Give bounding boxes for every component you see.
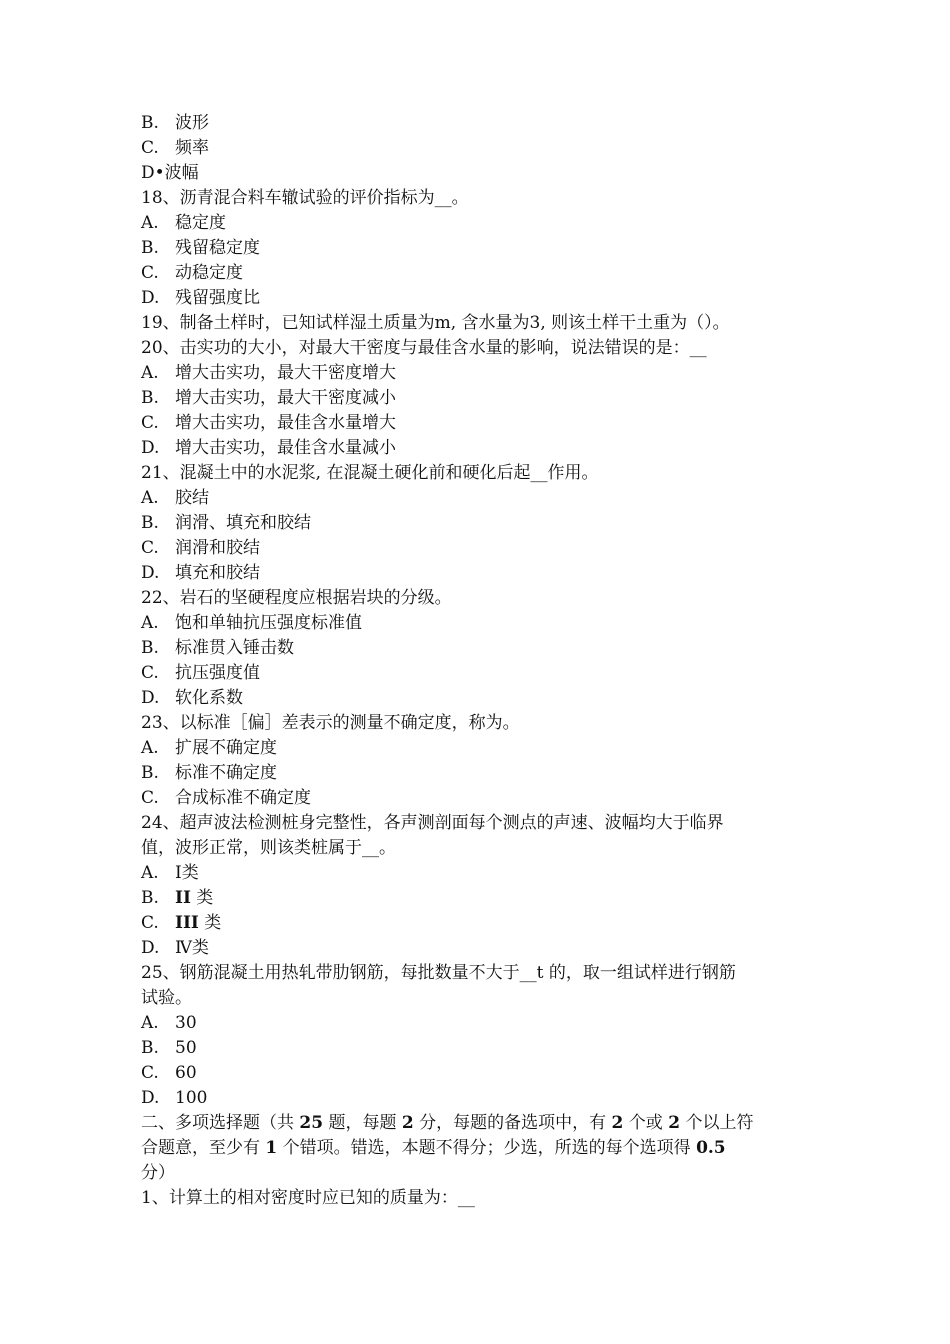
option-letter: A. (141, 363, 159, 383)
answer-option (141, 1061, 816, 1086)
option-letter: D. (141, 938, 160, 958)
option-text: 30 (175, 1013, 197, 1033)
option-text: Ⅳ类 (175, 938, 209, 958)
option-text: 润滑和胶结 (175, 538, 260, 558)
question-text: 1、计算土的相对密度时应已知的质量为：__ (141, 1188, 475, 1208)
answer-option (141, 211, 816, 236)
option-text: 频率 (175, 138, 209, 158)
answer-option (141, 661, 816, 686)
option-letter: D. (141, 688, 160, 708)
option-letter: B. (141, 638, 159, 658)
option-letter: C. (141, 263, 159, 283)
answer-option (141, 436, 816, 461)
option-text: 软化系数 (175, 688, 243, 708)
option-letter: C. (141, 538, 159, 558)
option-text: 合成标准不确定度 (175, 788, 311, 808)
option-letter: A. (141, 613, 159, 633)
section-heading-line-1: 二、多项选择题（共 25 题，每题 2 分，每题的备选项中，有 2 个或 2 个以上符 (141, 1113, 754, 1133)
question-text: 22、岩石的坚硬程度应根据岩块的分级。 (141, 588, 452, 608)
option-bold-text: II (175, 888, 191, 908)
answer-option (141, 786, 816, 811)
option-text: 饱和单轴抗压强度标准值 (175, 613, 362, 633)
option-letter: A. (141, 488, 159, 508)
option-text: 抗压强度值 (175, 663, 260, 683)
question-text: 21、混凝土中的水泥浆, 在混凝土硬化前和硬化后起__作用。 (141, 463, 599, 483)
option-text: Ⅰ类 (175, 863, 199, 883)
option-text: 增大击实功，最佳含水量增大 (175, 413, 396, 433)
answer-option (141, 386, 816, 411)
answer-option: D•波幅 (141, 163, 199, 183)
option-text: 标准不确定度 (175, 763, 277, 783)
answer-option (141, 361, 816, 386)
option-letter: B. (141, 513, 159, 533)
option-text: 胶结 (175, 488, 209, 508)
option-letter: D. (141, 563, 160, 583)
answer-option (141, 686, 816, 711)
section-heading-line-3: 分） (141, 1163, 175, 1183)
option-text: 扩展不确定度 (175, 738, 277, 758)
answer-option (141, 611, 816, 636)
option-letter: D. (141, 1088, 160, 1108)
option-letter: B. (141, 238, 159, 258)
option-text: 填充和胶结 (175, 563, 260, 583)
option-letter: A. (141, 213, 159, 233)
answer-option (141, 1086, 816, 1111)
section-heading-line-2: 合题意，至少有 1 个错项。错选，本题不得分；少选，所选的每个选项得 0.5 (141, 1138, 726, 1158)
question-text: 23、以标准［偏］差表示的测量不确定度，称为。 (141, 713, 520, 733)
option-text: 类 (198, 913, 222, 933)
answer-option (141, 736, 816, 761)
option-text: 润滑、填充和胶结 (175, 513, 311, 533)
answer-option (141, 136, 816, 161)
option-letter: A. (141, 1013, 159, 1033)
option-text: 增大击实功，最大干密度减小 (175, 388, 396, 408)
option-bold-text: III (175, 913, 199, 933)
option-letter: C. (141, 913, 159, 933)
question-text: 25、钢筋混凝土用热轧带肋钢筋，每批数量不大于__t 的，取一组试样进行钢筋 (141, 963, 736, 983)
option-letter: B. (141, 388, 159, 408)
option-letter: C. (141, 663, 159, 683)
answer-option (141, 261, 816, 286)
option-letter: C. (141, 1063, 159, 1083)
option-letter: A. (141, 738, 159, 758)
answer-option (141, 286, 816, 311)
answer-option (141, 236, 816, 261)
answer-option (141, 486, 816, 511)
option-text: 动稳定度 (175, 263, 243, 283)
answer-option (141, 111, 816, 136)
option-text: 100 (175, 1088, 208, 1108)
option-letter: B. (141, 763, 159, 783)
document-page (141, 111, 816, 1211)
option-letter: B. (141, 888, 159, 908)
answer-option (141, 936, 816, 961)
option-text: 类 (190, 888, 214, 908)
option-text: 50 (175, 1038, 197, 1058)
question-text: 18、沥青混合料车辙试验的评价指标为__。 (141, 188, 469, 208)
option-text: 残留强度比 (175, 288, 260, 308)
answer-option (141, 511, 816, 536)
option-text: 增大击实功，最大干密度增大 (175, 363, 396, 383)
option-letter: C. (141, 788, 159, 808)
option-letter: D. (141, 438, 160, 458)
question-text: 24、超声波法检测桩身完整性，各声测剖面每个测点的声速、波幅均大于临界 (141, 813, 724, 833)
answer-option (141, 861, 816, 886)
answer-option (141, 886, 816, 911)
answer-option (141, 561, 816, 586)
answer-option (141, 411, 816, 436)
option-letter: B. (141, 113, 159, 133)
option-text: 标准贯入锤击数 (175, 638, 294, 658)
option-letter: C. (141, 138, 159, 158)
question-list (141, 111, 816, 1111)
answer-option (141, 911, 816, 936)
option-text: 残留稳定度 (175, 238, 260, 258)
question-text: 20、击实功的大小，对最大干密度与最佳含水量的影响，说法错误的是：__ (141, 338, 707, 358)
option-letter: B. (141, 1038, 159, 1058)
option-text: 增大击实功，最佳含水量减小 (175, 438, 396, 458)
option-text: 稳定度 (175, 213, 226, 233)
option-text: 波形 (175, 113, 209, 133)
option-letter: A. (141, 863, 159, 883)
question-text: 19、制备土样时，已知试样湿土质量为m, 含水量为3, 则该土样干土重为（）。 (141, 313, 730, 333)
answer-option (141, 536, 816, 561)
question-text: 值，波形正常，则该类桩属于__。 (141, 838, 396, 858)
question-text: 试验。 (141, 988, 192, 1008)
answer-option (141, 1036, 816, 1061)
option-text: 60 (175, 1063, 197, 1083)
answer-option (141, 761, 816, 786)
answer-option (141, 1011, 816, 1036)
option-letter: D. (141, 288, 160, 308)
answer-option (141, 636, 816, 661)
option-letter: C. (141, 413, 159, 433)
